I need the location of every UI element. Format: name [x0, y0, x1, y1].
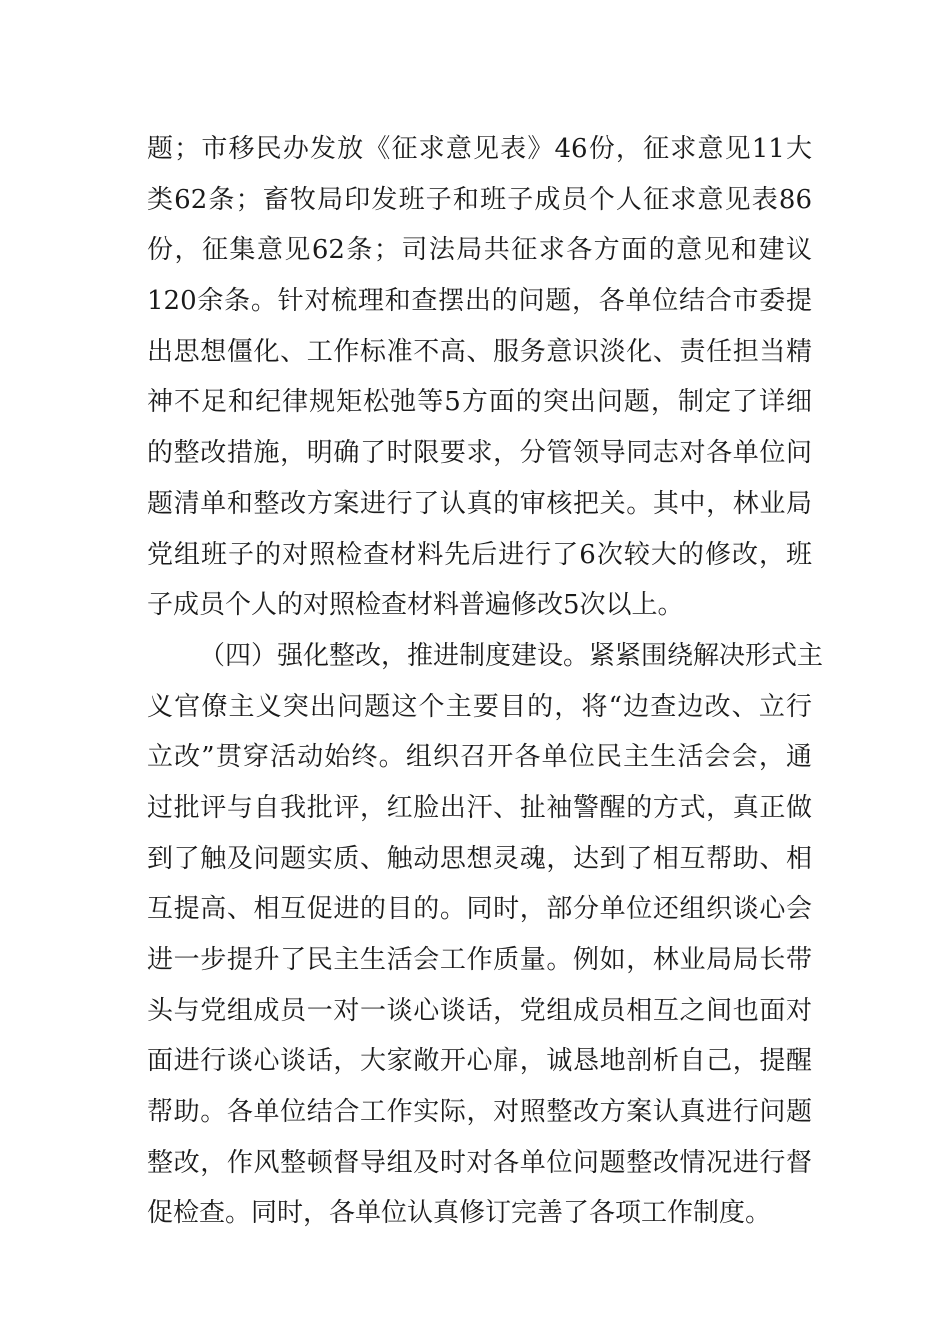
text-line-22: 促检查。同时，各单位认真修订完善了各项工作制度。 [147, 1198, 772, 1229]
text-line-4: 120余条。针对梳理和查摆出的问题，各单位结合市委提 [147, 286, 812, 317]
text-line-6: 神不足和纪律规矩松弛等5方面的突出问题，制定了详细 [147, 387, 812, 418]
text-line-2: 类62条；畜牧局印发班子和班子成员个人征求意见表86 [147, 184, 812, 215]
text-line-17: 进一步提升了民主生活会工作质量。例如，林业局局长带 [147, 945, 812, 975]
text-line-16: 互提高、相互促进的目的。同时，部分单位还组织谈心会 [147, 894, 812, 925]
text-line-14: 过批评与自我批评，红脸出汗、扯袖警醒的方式，真正做 [147, 792, 812, 823]
text-line-9: 党组班子的对照检查材料先后进行了6次较大的修改，班 [147, 539, 812, 570]
document-body [147, 124, 824, 1239]
text-line-19: 面进行谈心谈话，大家敞开心扉，诚恳地剖析自己，提醒 [147, 1046, 812, 1077]
paragraph-heading-line: （四）强化整改，推进制度建设。紧紧围绕解决形式主 [199, 640, 824, 671]
text-line-21: 整改，作风整顿督导组及时对各单位问题整改情况进行督 [147, 1147, 812, 1178]
text-line-3: 份，征集意见62条；司法局共征求各方面的意见和建议 [147, 235, 812, 266]
text-line-13: 立改”贯穿活动始终。组织召开各单位民主生活会会，通 [147, 742, 812, 773]
text-line-12: 义官僚主义突出问题这个主要目的，将“边查边改、立行 [147, 691, 812, 722]
text-line-1: 题；市移民办发放《征求意见表》46份，征求意见11大 [147, 134, 812, 164]
text-line-18: 头与党组成员一对一谈心谈话，党组成员相互之间也面对 [147, 995, 812, 1026]
text-line-20: 帮助。各单位结合工作实际，对照整改方案认真进行问题 [147, 1097, 812, 1128]
text-line-7: 的整改措施，明确了时限要求，分管领导同志对各单位问 [147, 438, 812, 469]
text-line-8: 题清单和整改方案进行了认真的审核把关。其中，林业局 [147, 488, 812, 519]
text-line-10: 子成员个人的对照检查材料普遍修改5次以上。 [147, 590, 684, 621]
text-line-5: 出思想僵化、工作标准不高、服务意识淡化、责任担当精 [147, 336, 812, 367]
text-line-15: 到了触及问题实质、触动思想灵魂，达到了相互帮助、相 [147, 843, 812, 874]
